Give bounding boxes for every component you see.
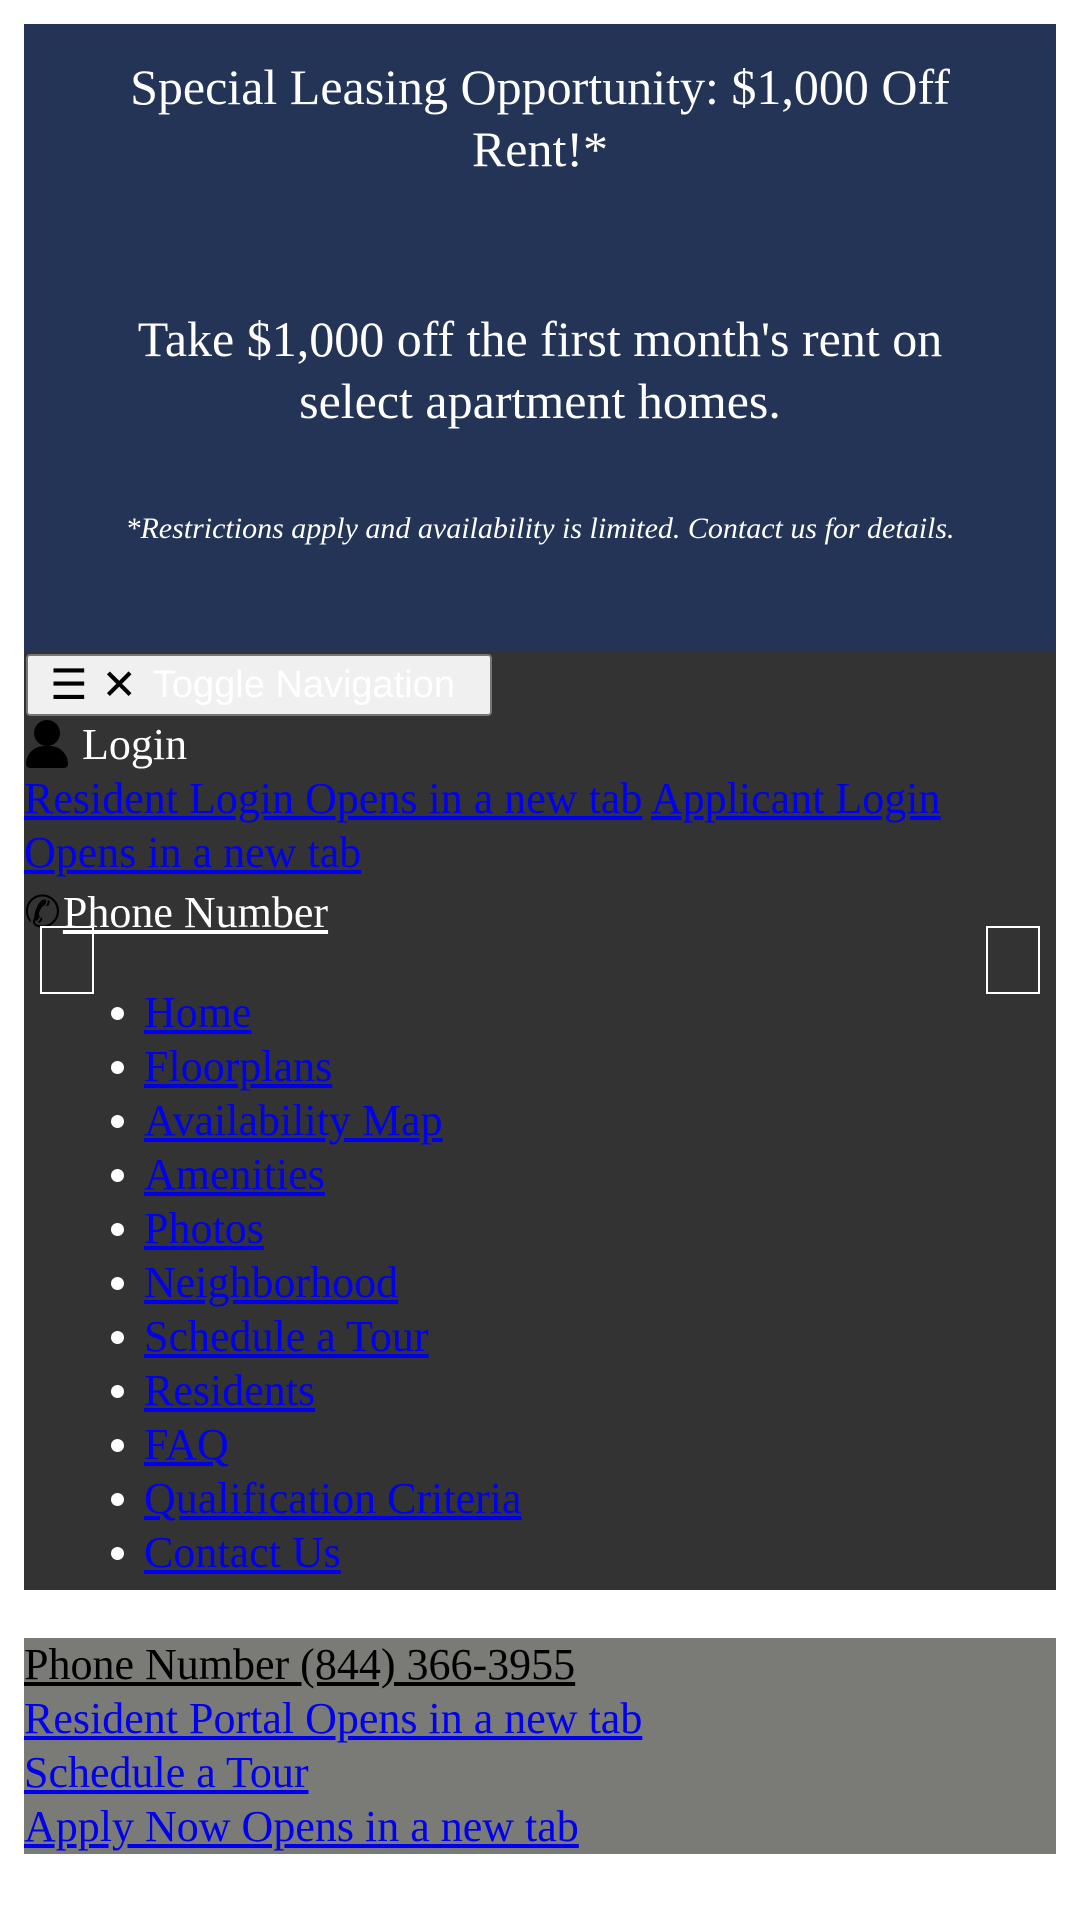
nav-item-amenities: [144, 1148, 522, 1202]
nav-menu-list: [24, 986, 522, 1580]
promo-body: Take $1,000 off the first month's rent on select apartment homes.: [137, 311, 943, 429]
phone-icon: ✆: [24, 886, 61, 938]
toggle-navigation-label: Toggle Navigation: [152, 663, 455, 706]
promo-banner: [24, 24, 1056, 652]
nav-link-neighborhood[interactable]: Neighborhood: [144, 1258, 399, 1307]
nav-item-availability-map: [144, 1094, 522, 1148]
slider-next-button[interactable]: [986, 926, 1040, 994]
user-icon: [24, 720, 70, 768]
login-links: [24, 772, 1056, 880]
footer-phone-link[interactable]: Phone Number (844) 366-3955: [24, 1640, 576, 1689]
nav-link-amenities[interactable]: Amenities: [144, 1150, 325, 1199]
footer-apply-now-link[interactable]: Apply Now Opens in a new tab: [24, 1802, 579, 1851]
nav-link-home[interactable]: Home: [144, 988, 252, 1037]
slider-prev-button[interactable]: [40, 926, 94, 994]
login-toggle[interactable]: [24, 716, 187, 772]
nav-link-schedule-tour[interactable]: Schedule a Tour: [144, 1312, 429, 1361]
nav-item-qualification-criteria: [144, 1472, 522, 1526]
applicant-login-link[interactable]: Applicant Login Opens in a new tab: [24, 774, 941, 877]
footer-schedule-tour-link[interactable]: Schedule a Tour: [24, 1748, 309, 1797]
nav-item-contact-us: [144, 1526, 522, 1580]
login-label: Login: [82, 719, 188, 769]
nav-item-faq: [144, 1418, 522, 1472]
promo-title: Special Leasing Opportunity: $1,000 Off Rent!*: [130, 59, 950, 177]
nav-item-neighborhood: [144, 1256, 522, 1310]
nav-item-floorplans: [144, 1040, 522, 1094]
nav-link-faq[interactable]: FAQ: [144, 1420, 229, 1469]
hamburger-icon: ☰: [50, 660, 88, 709]
nav-link-floorplans[interactable]: Floorplans: [144, 1042, 333, 1091]
toggle-navigation-button[interactable]: [26, 654, 492, 716]
promo-fine-print: *Restrictions apply and availability is limited. Contact us for details.: [125, 512, 955, 545]
page: [24, 24, 1056, 1851]
nav-link-residents[interactable]: Residents: [144, 1366, 316, 1415]
nav-item-photos: [144, 1202, 522, 1256]
nav-phone-link[interactable]: Phone Number: [62, 887, 329, 937]
footer-resident-portal-link[interactable]: Resident Portal Opens in a new tab: [24, 1694, 643, 1743]
nav-item-residents: [144, 1364, 522, 1418]
main-navigation: [24, 652, 1056, 1590]
nav-link-qualification-criteria[interactable]: Qualification Criteria: [144, 1474, 522, 1523]
nav-link-availability-map[interactable]: Availability Map: [144, 1096, 443, 1145]
close-icon: ✕: [101, 660, 137, 709]
nav-item-schedule-tour: [144, 1310, 522, 1364]
nav-link-contact-us[interactable]: Contact Us: [144, 1528, 341, 1577]
resident-login-link[interactable]: Resident Login Opens in a new tab: [24, 774, 643, 823]
footer-action-bar: [24, 1638, 1056, 1854]
nav-link-photos[interactable]: Photos: [144, 1204, 264, 1253]
nav-item-home: [144, 986, 522, 1040]
